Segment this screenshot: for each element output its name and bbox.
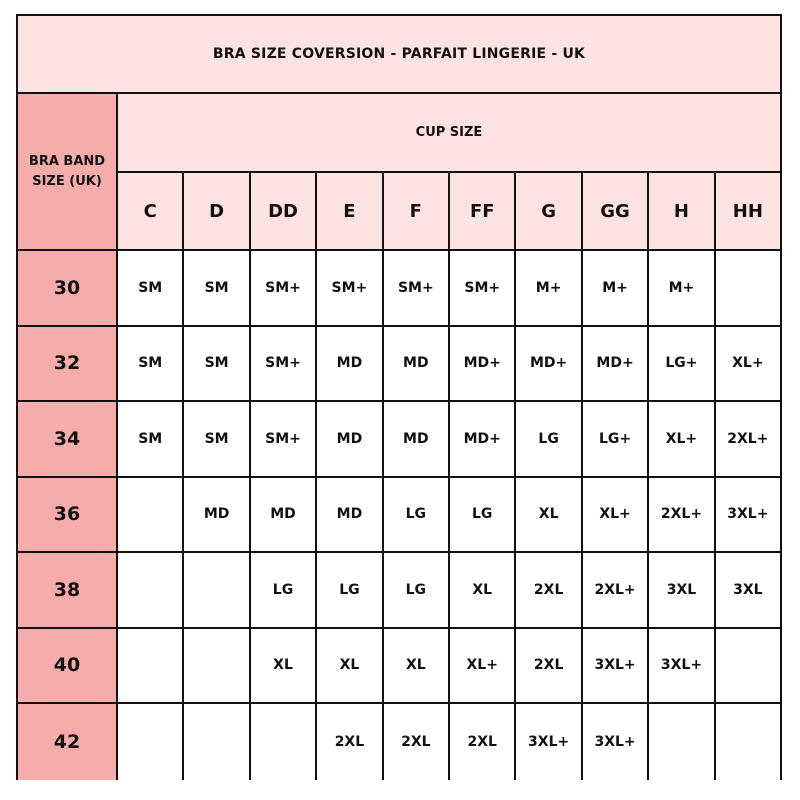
band-size-header: BRA BAND SIZE (UK) <box>18 94 118 251</box>
table-title: BRA SIZE COVERSION - PARFAIT LINGERIE - UK <box>18 16 780 94</box>
size-cells <box>118 402 780 476</box>
size-cell: MD <box>382 402 448 476</box>
size-cell: SM+ <box>448 251 514 325</box>
size-cell: 2XL+ <box>581 553 647 627</box>
size-cell: XL <box>448 553 514 627</box>
size-cell: MD <box>315 402 381 476</box>
size-cell: MD+ <box>448 402 514 476</box>
cup-header-cell: GG <box>581 173 647 249</box>
size-cell: 3XL+ <box>647 629 713 703</box>
size-cell: MD+ <box>514 327 580 401</box>
size-cell: SM <box>118 327 182 401</box>
size-cell <box>118 629 182 703</box>
size-cell: MD <box>182 478 248 552</box>
cup-header-cell: E <box>315 173 381 249</box>
size-cell: XL <box>382 629 448 703</box>
size-cell: 3XL <box>647 553 713 627</box>
band-size-cell: 40 <box>18 629 118 703</box>
table-row <box>18 478 780 554</box>
size-cell: 2XL+ <box>647 478 713 552</box>
size-cell: SM+ <box>382 251 448 325</box>
size-cell: MD <box>315 478 381 552</box>
size-cell: 3XL+ <box>581 704 647 780</box>
size-cells <box>118 251 780 325</box>
cup-size-header: CUP SIZE <box>118 94 780 173</box>
size-cell: 3XL+ <box>714 478 780 552</box>
size-cell: XL+ <box>714 327 780 401</box>
size-cell <box>714 251 780 325</box>
size-cell: 3XL+ <box>514 704 580 780</box>
size-cell <box>249 704 315 780</box>
size-cell: 2XL <box>315 704 381 780</box>
size-cell <box>182 629 248 703</box>
size-rows <box>18 251 780 780</box>
cup-header-cell: G <box>514 173 580 249</box>
size-cell: SM+ <box>315 251 381 325</box>
size-cell: M+ <box>647 251 713 325</box>
size-cell: MD <box>382 327 448 401</box>
cup-header-cell: F <box>382 173 448 249</box>
band-size-cell: 32 <box>18 327 118 401</box>
size-cells <box>118 327 780 401</box>
size-cell <box>647 704 713 780</box>
table-row <box>18 553 780 629</box>
band-size-cell: 36 <box>18 478 118 552</box>
size-cell: MD+ <box>448 327 514 401</box>
table-row <box>18 327 780 403</box>
size-cell: M+ <box>514 251 580 325</box>
size-cell: SM <box>182 402 248 476</box>
size-cell <box>118 478 182 552</box>
table-row <box>18 704 780 780</box>
size-cell: 3XL+ <box>581 629 647 703</box>
size-cell: MD <box>315 327 381 401</box>
size-cell: LG+ <box>581 402 647 476</box>
size-cell: 2XL <box>382 704 448 780</box>
size-cell: SM <box>118 402 182 476</box>
size-cell <box>118 704 182 780</box>
size-cell: SM <box>182 251 248 325</box>
size-cells <box>118 629 780 703</box>
size-cell: SM+ <box>249 327 315 401</box>
size-conversion-table <box>16 14 782 780</box>
table-row <box>18 402 780 478</box>
size-cell: LG <box>382 478 448 552</box>
size-cells <box>118 478 780 552</box>
size-cell <box>182 553 248 627</box>
size-cell: 2XL <box>514 629 580 703</box>
table-row <box>18 251 780 327</box>
size-cell: M+ <box>581 251 647 325</box>
size-cell: 2XL <box>514 553 580 627</box>
band-size-cell: 34 <box>18 402 118 476</box>
size-cell: LG <box>249 553 315 627</box>
band-size-cell: 30 <box>18 251 118 325</box>
size-cell: LG <box>315 553 381 627</box>
size-cell: SM+ <box>249 402 315 476</box>
size-cell: LG+ <box>647 327 713 401</box>
size-cell: SM+ <box>249 251 315 325</box>
size-cell: XL+ <box>581 478 647 552</box>
size-cells <box>118 553 780 627</box>
cup-size-row <box>118 173 780 251</box>
size-cell: LG <box>382 553 448 627</box>
band-size-cell: 42 <box>18 704 118 780</box>
size-cell: SM <box>118 251 182 325</box>
size-cell <box>714 704 780 780</box>
size-cell: XL <box>249 629 315 703</box>
size-cell <box>714 629 780 703</box>
size-cell: 3XL <box>714 553 780 627</box>
size-cell <box>182 704 248 780</box>
size-cell: XL+ <box>448 629 514 703</box>
size-cell: LG <box>514 402 580 476</box>
size-cell: LG <box>448 478 514 552</box>
size-cell: XL <box>315 629 381 703</box>
band-size-cell: 38 <box>18 553 118 627</box>
size-cell: XL+ <box>647 402 713 476</box>
cup-header-cell: FF <box>448 173 514 249</box>
cup-header-cell: H <box>647 173 713 249</box>
size-cell: SM <box>182 327 248 401</box>
cup-header-cell: D <box>182 173 248 249</box>
cup-header-cell: HH <box>714 173 780 249</box>
size-cell: MD <box>249 478 315 552</box>
size-cell: XL <box>514 478 580 552</box>
size-cell: MD+ <box>581 327 647 401</box>
size-cell <box>118 553 182 627</box>
size-cell: 2XL <box>448 704 514 780</box>
size-cell: 2XL+ <box>714 402 780 476</box>
cup-header-cell: C <box>118 173 182 249</box>
cup-header-cell: DD <box>249 173 315 249</box>
size-cells <box>118 704 780 780</box>
table-row <box>18 629 780 705</box>
